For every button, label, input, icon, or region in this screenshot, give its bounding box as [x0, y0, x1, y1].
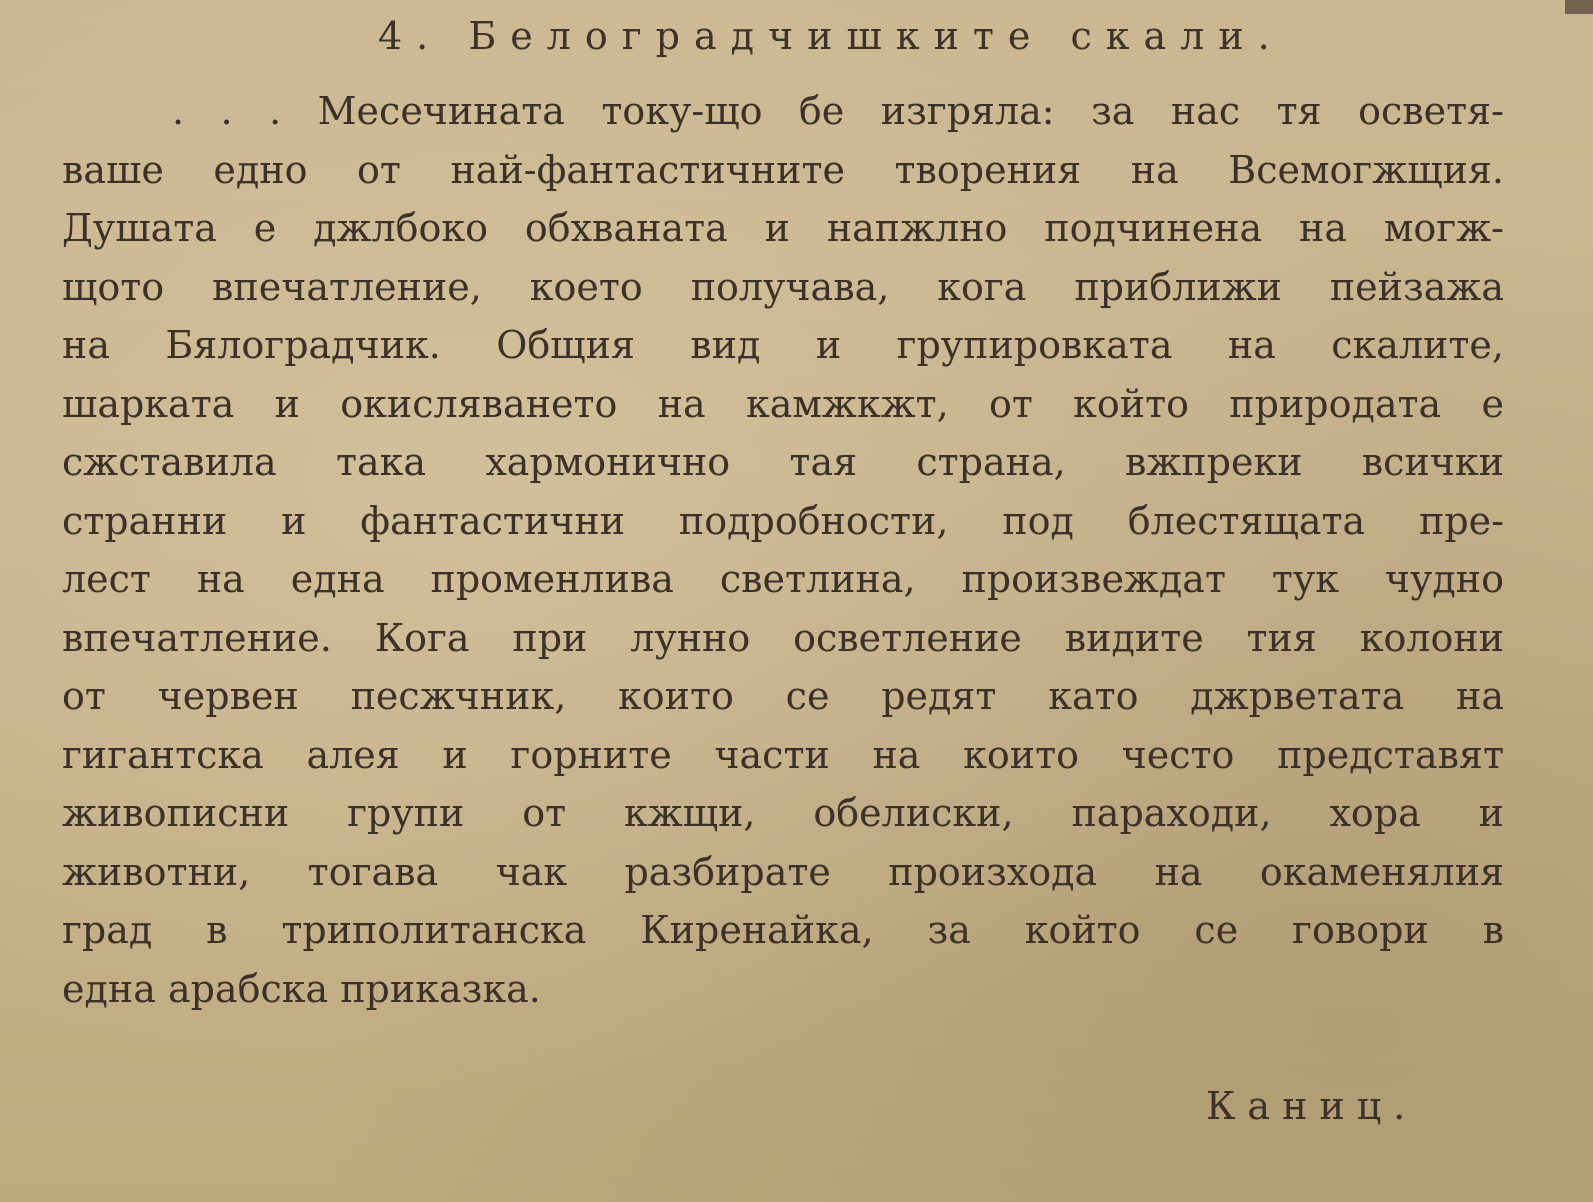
corner-mark — [1565, 0, 1593, 14]
text-line: странни и фантастични подробности, под блестящата пре- — [62, 498, 1504, 543]
author-signature: Каниц. — [1206, 1084, 1418, 1128]
text-line: Душата е джлбоко обхваната и напжлно подчинена на могж- — [62, 206, 1504, 250]
text-line: лест на една променлива светлина, произвеждат тук чудно — [62, 557, 1504, 601]
text-line: животни, тогава чак разбирате произхода на окаменялия — [62, 849, 1504, 894]
text-line: гигантска алея и горните части на които често представят — [62, 732, 1504, 777]
text-line: . . . Месечината току-що бе изгряла: за нас тя осветя- — [172, 89, 1504, 133]
text-line: ваше едно от най-фантастичните творения на Всемогжщия. — [62, 147, 1504, 192]
text-line: град в триполитанска Киренайка, за който се говори в — [62, 908, 1504, 952]
text-line: една арабска приказка. — [62, 966, 541, 1011]
body-paragraph — [62, 82, 1504, 1018]
text-line: впечатление. Кога при лунно осветление видите тия колони — [62, 615, 1504, 660]
section-heading: 4. Белоградчишките скали. — [378, 14, 1284, 58]
text-line: на Бялоградчик. Общия вид и групировката на скалите, — [62, 323, 1504, 367]
text-line: шарката и окисляването на камжкжт, от който природата е — [62, 381, 1504, 426]
text-line: от червен песжчник, които се редят като джрветата на — [62, 674, 1504, 718]
text-line: щото впечатление, което получава, кога приближи пейзажа — [62, 264, 1504, 309]
text-line: сжставила така хармонично тая страна, вжпреки всички — [62, 440, 1504, 484]
text-line: живописни групи от кжщи, обелиски, параходи, хора и — [62, 791, 1504, 835]
